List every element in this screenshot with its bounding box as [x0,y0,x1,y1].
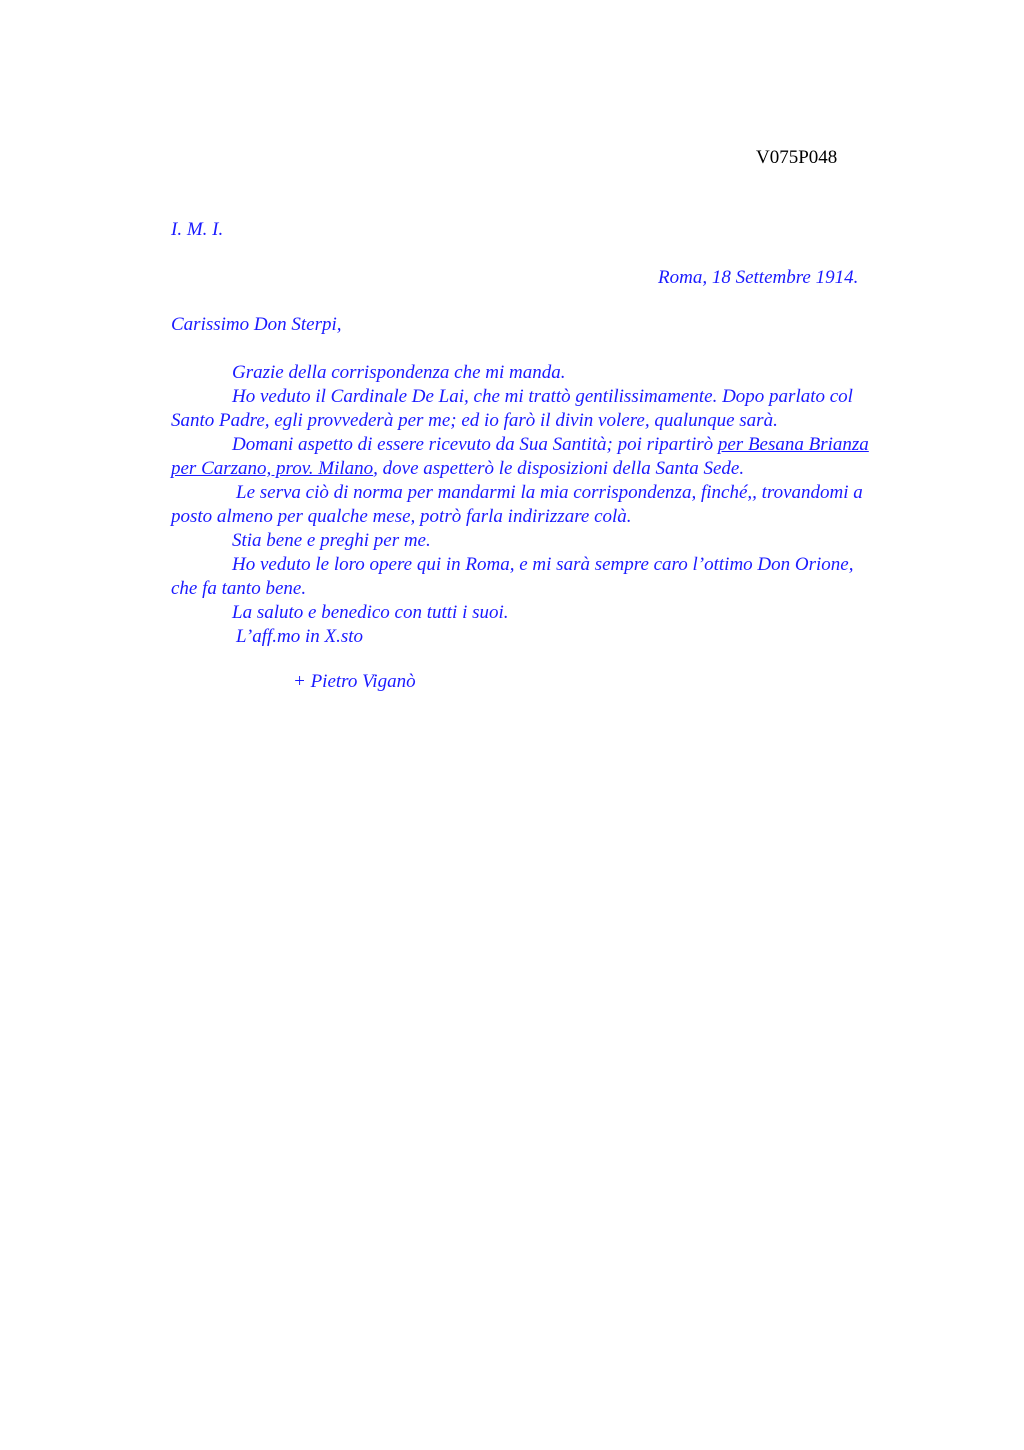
paragraph-3-line-1 [171,433,941,457]
closing: L’aff.mo in X.sto [236,626,364,647]
paragraph-4-line-2: posto almeno per qualche mese, potrò farla indirizzare colà. [171,506,632,527]
paragraph-6-line-1: Ho veduto le loro opere qui in Roma, e mi sarà sempre caro l’ottimo Don Orione, [232,554,854,575]
signature: + Pietro Viganò [293,671,416,692]
paragraph-1: Grazie della corrispondenza che mi manda. [232,362,566,383]
paragraph-3-text: Domani aspetto di essere ricevuto da Sua Santità; poi ripartirò [232,434,718,455]
address-underlined-1: per Besana Brianza [717,434,869,455]
address-underlined-2: per Carzano, prov. Milano [171,458,374,479]
paragraph-4-line-1: Le serva ciò di norma per mandarmi la mia corrispondenza, finché,, trovandomi a [236,482,863,503]
paragraph-7: La saluto e benedico con tutti i suoi. [232,602,509,623]
paragraph-5: Stia bene e preghi per me. [232,530,431,551]
paragraph-3-rest: , dove aspetterò le disposizioni della Santa Sede. [373,458,745,479]
letter-body [171,361,941,649]
paragraph-2-line-1: Ho veduto il Cardinale De Lai, che mi trattò gentilissimamente. Dopo parlato col [232,386,853,407]
paragraph-6-line-2: che fa tanto bene. [171,578,307,599]
salutation: Carissimo Don Sterpi, [171,314,342,335]
paragraph-3-line-2 [171,457,941,481]
invocation: I. M. I. [171,219,224,240]
dateline: Roma, 18 Settembre 1914. [658,267,859,288]
document-code: V075P048 [756,147,838,168]
paragraph-2-line-2: Santo Padre, egli provvederà per me; ed io farò il divin volere, qualunque sarà. [171,410,778,431]
